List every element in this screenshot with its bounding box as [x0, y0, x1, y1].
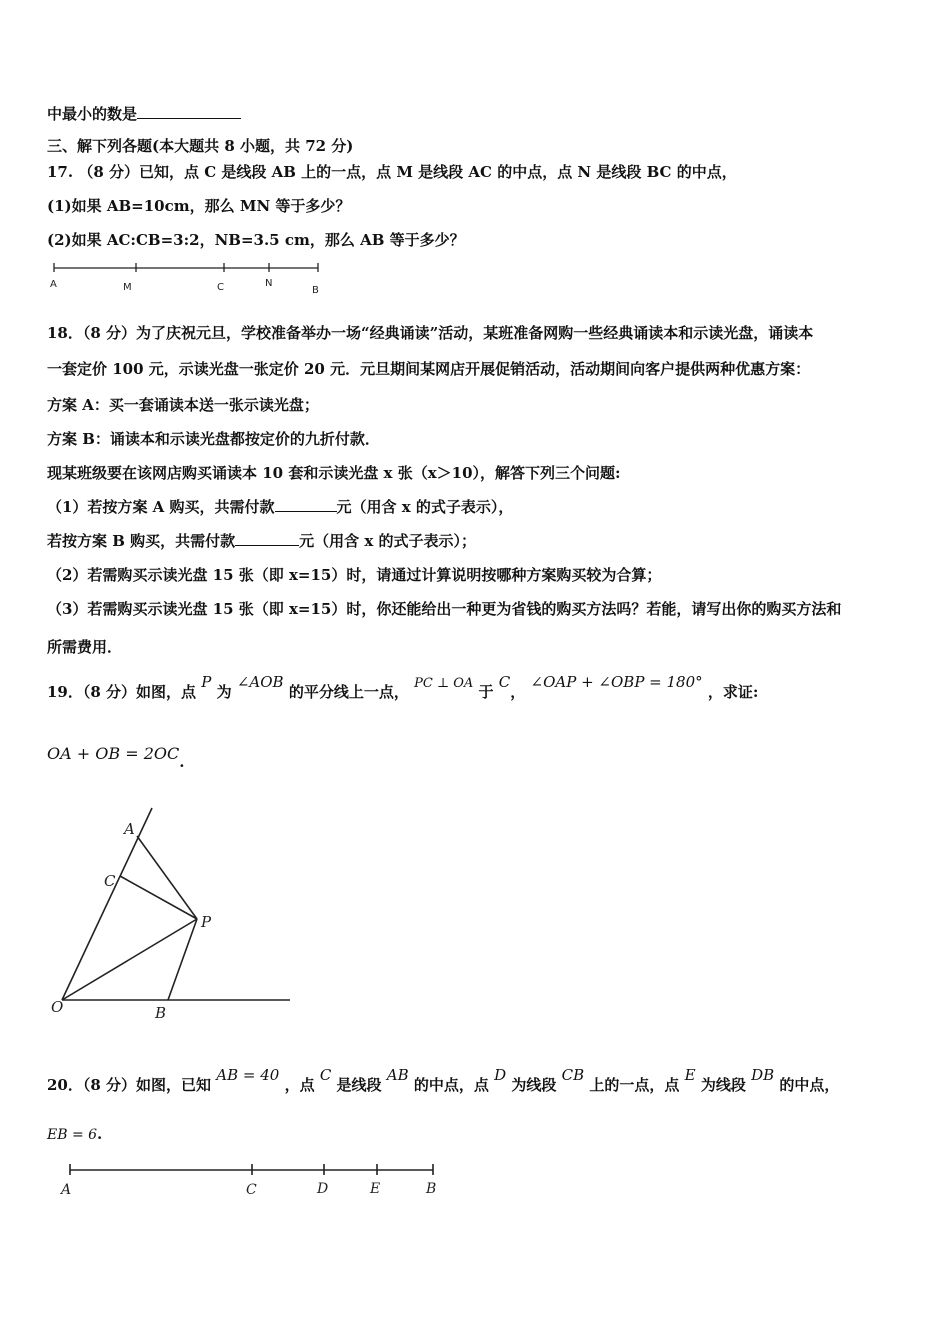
segment-pb [168, 919, 197, 1000]
q19-formula-end: . [179, 753, 185, 771]
point-c-label: C [104, 872, 116, 890]
segment-ap [137, 836, 197, 919]
q16-tail-text: 中最小的数是 [47, 105, 138, 123]
q19-math-angle-aob: ∠AOB [236, 673, 284, 691]
q19-math-perp: PC ⊥ OA [414, 676, 474, 691]
q19-text-6: ，求证: [707, 683, 759, 701]
q18-part3-b: 所需费用． [47, 638, 123, 656]
q20-math-e: E [684, 1066, 696, 1084]
label-d: D [317, 1181, 329, 1197]
answer-blank[interactable] [235, 531, 299, 546]
q20-math-cb: CB [561, 1066, 585, 1084]
q18-part1-a [47, 497, 513, 517]
q19-stem [47, 673, 759, 704]
q19-formula: OA + OB = 2OC [47, 744, 180, 763]
q18-stem-2: 一套定价 100 元，示读光盘一张定价 20 元．元旦期间某网店开展促销活动，活动期间向客户提供两种优惠方案： [47, 360, 811, 378]
label-a: A [50, 279, 57, 290]
q17-segment-figure [44, 258, 334, 300]
q19-text-2: 为 [216, 683, 232, 701]
q18-part3-a: （3）若需购买示读光盘 15 张（即 x=15）时，你还能给出一种更为省钱的购买方法吗？若能，请写出你的购买方法和 [47, 600, 842, 618]
q19-math-p: P [201, 673, 212, 691]
q20-text-5: 为线段 [511, 1076, 557, 1094]
answer-blank[interactable] [275, 497, 337, 512]
q18-part2: （2）若需购买示读光盘 15 张（即 x=15）时，请通过计算说明按哪种方案购买较为合算； [47, 566, 662, 584]
q16-tail-line [47, 104, 241, 124]
q20-math-c: C [319, 1066, 332, 1084]
point-a-label: A [124, 820, 135, 838]
point-o-label: O [51, 998, 64, 1016]
q19-geometry-figure [40, 800, 300, 1030]
q18-condition: 现某班级要在该网店购买诵读本 10 套和示读光盘 x 张（x＞10），解答下列三个问题: [47, 464, 621, 482]
q20-math-ab-40: AB = 40 [216, 1066, 280, 1084]
q20-eb-end: . [97, 1125, 103, 1143]
label-b: B [426, 1181, 437, 1197]
q18-plan-b: 方案 B：诵读本和示读光盘都按定价的九折付款． [47, 430, 380, 448]
q20-stem [47, 1066, 840, 1095]
q18-part1-a-pre: （1）若按方案 A 购买，共需付款 [47, 498, 275, 516]
q18-part1-b-pre: 若按方案 B 购买，共需付款 [47, 532, 236, 550]
point-p-label: P [201, 913, 212, 931]
q19-text-4: 于 [478, 683, 494, 701]
q20-math-ab: AB [386, 1066, 409, 1084]
q20-text-6: 上的一点，点 [589, 1076, 680, 1094]
q20-math-d: D [494, 1066, 507, 1084]
q20-math-db: DB [751, 1066, 775, 1084]
q19-math-c: C [498, 673, 511, 691]
q18-stem-1: 18．（8 分）为了庆祝元旦，学校准备举办一场“经典诵读”活动，某班准备网购一些经典诵读本和示读光盘，诵读本 [47, 324, 814, 342]
q19-text-5: ， [510, 683, 526, 701]
q20-segment-figure [56, 1160, 456, 1206]
q18-part1-b [47, 531, 476, 551]
answer-blank[interactable] [137, 104, 241, 119]
q17-part1: (1)如果 AB=10cm，那么 MN 等于多少？ [47, 197, 351, 215]
q17-part2: (2)如果 AC:CB=3:2，NB=3.5 cm，那么 AB 等于多少？ [47, 231, 465, 249]
q20-text-2: ，点 [284, 1076, 315, 1094]
q20-math-eb: EB = 6 [47, 1127, 98, 1143]
section-heading: 三、解下列各题(本大题共 8 小题，共 72 分) [47, 137, 354, 155]
label-c: C [217, 282, 224, 293]
label-c: C [246, 1182, 257, 1198]
point-b-label: B [155, 1004, 167, 1022]
label-m: M [123, 282, 132, 293]
label-b: B [312, 285, 319, 296]
label-a: A [61, 1182, 72, 1198]
label-n: N [265, 278, 273, 289]
q18-plan-a: 方案 A：买一套诵读本送一张示读光盘； [47, 396, 319, 414]
q20-text-8: 的中点， [779, 1076, 840, 1094]
q17-stem: 17. （8 分）已知，点 C 是线段 AB 上的一点，点 M 是线段 AC 的中点，点 N 是线段 BC 的中点， [47, 163, 737, 181]
q18-part1-b-post: 元（用含 x 的式子表示）； [299, 532, 477, 550]
q20-text-3: 是线段 [336, 1076, 382, 1094]
q20-eb-line [47, 1124, 102, 1145]
q18-part1-a-post: 元（用含 x 的式子表示）， [336, 498, 514, 516]
label-e: E [370, 1181, 381, 1197]
q20-text-7: 为线段 [700, 1076, 746, 1094]
q19-text-3: 的平分线上一点， [288, 683, 409, 701]
q19-math-angle-sum: ∠OAP + ∠OBP = 180° [530, 673, 703, 691]
q19-formula-line [47, 744, 185, 771]
q19-text-1: 19．（8 分）如图，点 [47, 683, 197, 701]
segment-cp [120, 876, 197, 919]
q20-text-1: 20．（8 分）如图，已知 [47, 1076, 212, 1094]
q20-text-4: 的中点，点 [413, 1076, 489, 1094]
segment-op [62, 919, 197, 1000]
